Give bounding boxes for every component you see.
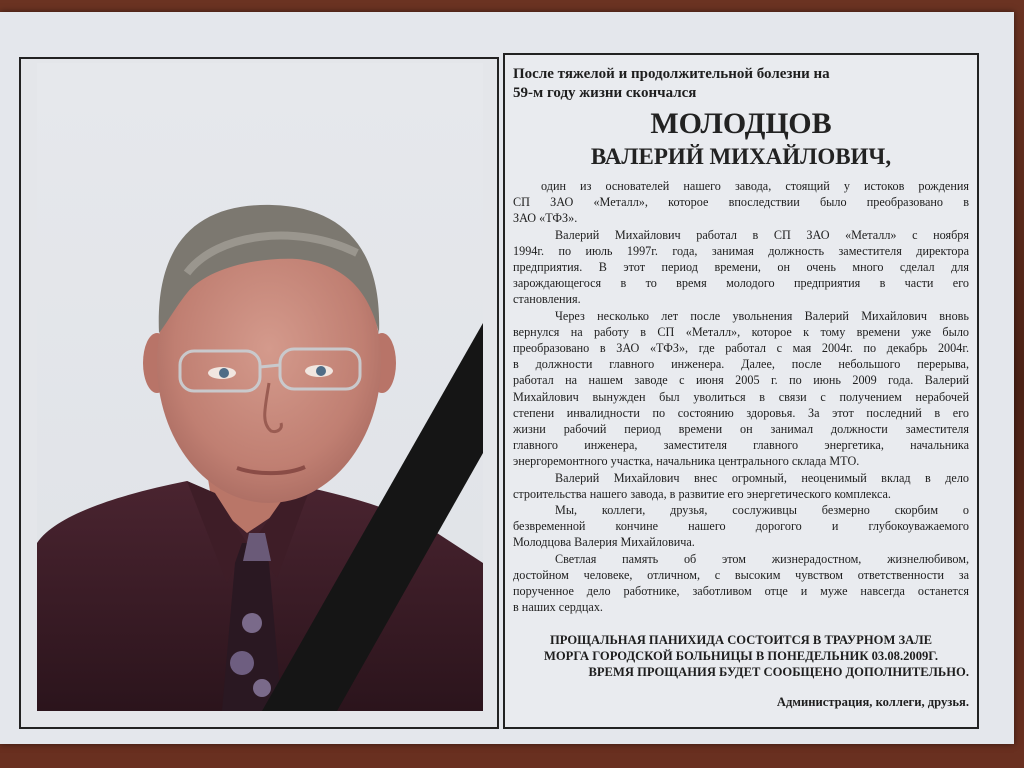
portrait-photo [37,63,483,711]
body-line: в должности главного инженера. Далее, после небольшого перерыва, [513,357,969,372]
body-line: достойном человеке, отличном, с высоким чувством ответственности за [513,567,969,582]
body-line: главного инженера, заместителя главного энергетика, начальника [513,438,969,453]
body-line: предприятия. В этот период времени, он очень много сделал для [513,260,969,274]
body-line: ЗАО «ТФЗ». [513,211,578,226]
funeral-line-2: МОРГА ГОРОДСКОЙ БОЛЬНИЦЫ В ПОНЕДЕЛЬНИК 03.08.2009Г. [543,649,939,663]
funeral-line-3: ВРЕМЯ ПРОЩАНИЯ БУДЕТ СООБЩЕНО ДОПОЛНИТЕЛЬНО. [588,665,969,679]
funeral-line-1: ПРОЩАЛЬНАЯ ПАНИХИДА СОСТОИТСЯ В ТРАУРНОМ ЗАЛЕ [549,633,933,647]
body-line: Светлая память об этом жизнерадостном, жизнелюбивом, [555,551,969,566]
body-line: жизни рабочий период времени он занимал должности заместителя [513,422,969,436]
body-line: степени инвалидности по состоянию здоровья. За этот последний в его [513,405,969,420]
photo-frame [19,57,499,729]
body-line: строительства нашего завода, в развитие его энергетического комплекса. [513,486,891,501]
deceased-name: ВАЛЕРИЙ МИХАЙЛОВИЧ, [590,144,892,169]
body-line: Михайлович вынужден был уволиться в связи с получением нерабочей [513,389,969,404]
body-line: Молодцова Валерия Михайловича. [513,535,695,550]
body-line: энергоремонтного участка, начальника центрального склада МТО. [513,454,860,469]
body-line: в наших сердцах. [513,600,603,615]
body-line: работал на нашем заводе с июня 2005 г. по июнь 2009 года. Валерий [513,373,969,388]
body-line: 1994г. по июль 1997г. года, занимая должность заместителя директора [513,243,969,258]
body-line: СП ЗАО «Металл», которое впоследствии было преобразовано в [513,195,969,210]
body-line: Валерий Михайлович внес огромный, неоценимый вклад в дело [555,470,969,485]
deceased-surname: МОЛОДЦОВ [650,107,832,140]
body-line: Мы, коллеги, друзья, сослуживцы безмерно скорбим о [555,503,969,517]
body-line: преобразовано в ЗАО «ТФЗ», где работал с мая 2004г. по декабрь 2004г. [513,341,969,355]
body-line: Валерий Михайлович работал в СП ЗАО «Металл» с ноября [555,227,969,242]
header-line-2: 59-м году жизни скончался [513,85,697,101]
header-line-1: После тяжелой и продолжительной болезни на [513,66,830,82]
obituary-sheet [0,12,1014,744]
body-line: становления. [513,292,581,307]
obituary-text-frame [503,53,979,729]
body-line: вернулся на работу в СП «Металл», которое к тому времени уже было [513,324,969,339]
mourning-ribbon-icon [37,63,483,711]
body-line: порученное дело работнике, заботливом отце и муже навсегда останется [513,584,969,598]
signature: Администрация, коллеги, друзья. [776,695,969,709]
body-line: один из основателей нашего завода, стоящий у истоков рождения [541,179,969,193]
body-line: безвременной кончине нашего дорогого и глубокоуважаемого [513,519,969,534]
body-line: Через несколько лет после увольнения Валерий Михайлович вновь [555,308,969,323]
body-line: зарождающегося в то время молодого предприятия в части его [513,276,969,291]
